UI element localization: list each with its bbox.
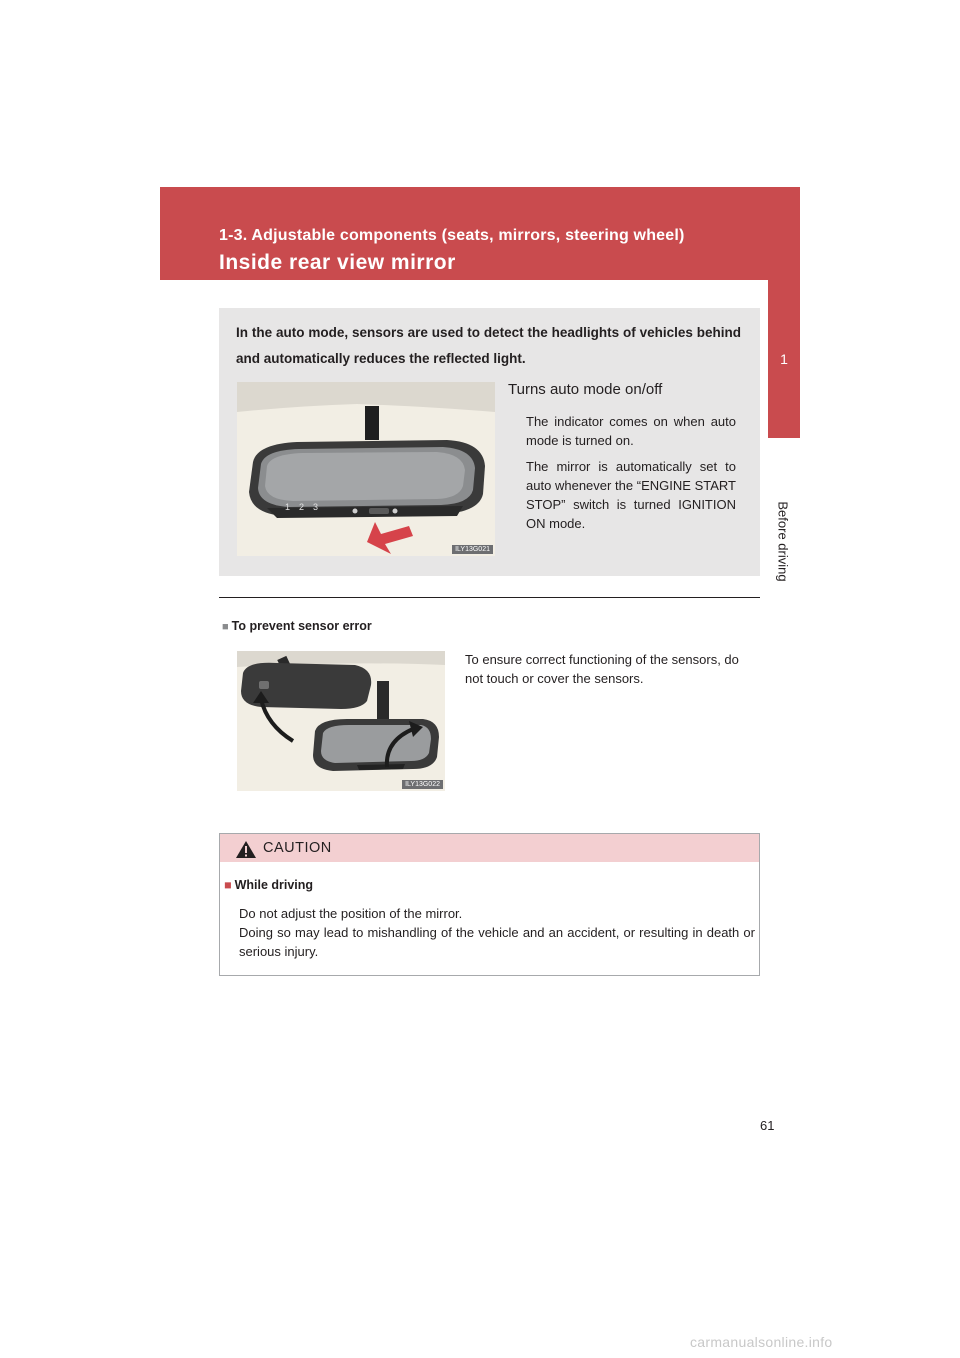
caution-line-1: Do not adjust the position of the mirror.: [239, 906, 463, 921]
intro-text: In the auto mode, sensors are used to detect the headlights of vehicles behind and automatically reduces the reflected light.: [236, 325, 741, 366]
callout-paragraph-1: The indicator comes on when auto mode is turned on.: [526, 414, 736, 448]
figure-code: ILY13G022: [402, 780, 443, 789]
warning-triangle-icon: [236, 841, 256, 858]
sensor-illustration: [237, 651, 445, 791]
callout-paragraph-2: The mirror is automatically set to auto whenever the “ENGINE START STOP” switch is turned IGNITION ON mode.: [526, 459, 736, 531]
sensor-text: To ensure correct functioning of the sensors, do not touch or cover the sensors.: [465, 652, 739, 686]
chapter-side-label: [762, 478, 804, 604]
sensor-heading-bullet: ■: [222, 621, 229, 633]
chapter-number-tab: 1: [768, 280, 800, 438]
watermark-text: carmanualsonline.info: [690, 1334, 833, 1350]
caution-line-2: Doing so may lead to mishandling of the vehicle and an accident, or resulting in death or serious injury.: [239, 925, 755, 959]
mirror-mark-3: 3: [313, 502, 328, 512]
mirror-number-marks: [285, 502, 327, 512]
caution-bullet: ■: [224, 878, 232, 892]
chapter-side-label-text: Before driving: [775, 500, 791, 582]
intro-box: [219, 308, 760, 576]
chapter-header: [160, 187, 800, 280]
callout-title: Turns auto mode on/off: [508, 381, 663, 398]
mirror-mark-2: 2: [299, 502, 314, 512]
page-title: Inside rear view mirror: [219, 251, 456, 274]
sensor-heading: [222, 619, 372, 633]
section-label: 1-3. Adjustable components (seats, mirrors, steering wheel): [219, 227, 685, 244]
caution-text: [239, 904, 755, 961]
section-divider: [219, 597, 760, 598]
mirror-figure: [237, 382, 495, 556]
figure-code: ILY13G021: [452, 545, 493, 554]
sensor-heading-text: To prevent sensor error: [231, 619, 372, 633]
caution-subheading-text: While driving: [234, 878, 314, 892]
caution-header: [220, 834, 759, 862]
caution-title: CAUTION: [263, 840, 332, 856]
sensor-figure: [237, 651, 445, 791]
mirror-illustration: [237, 382, 495, 556]
page-number: 61: [760, 1118, 775, 1133]
mirror-mark-1: 1: [285, 502, 300, 512]
caution-subheading: [224, 878, 313, 892]
caution-box: [219, 833, 760, 976]
